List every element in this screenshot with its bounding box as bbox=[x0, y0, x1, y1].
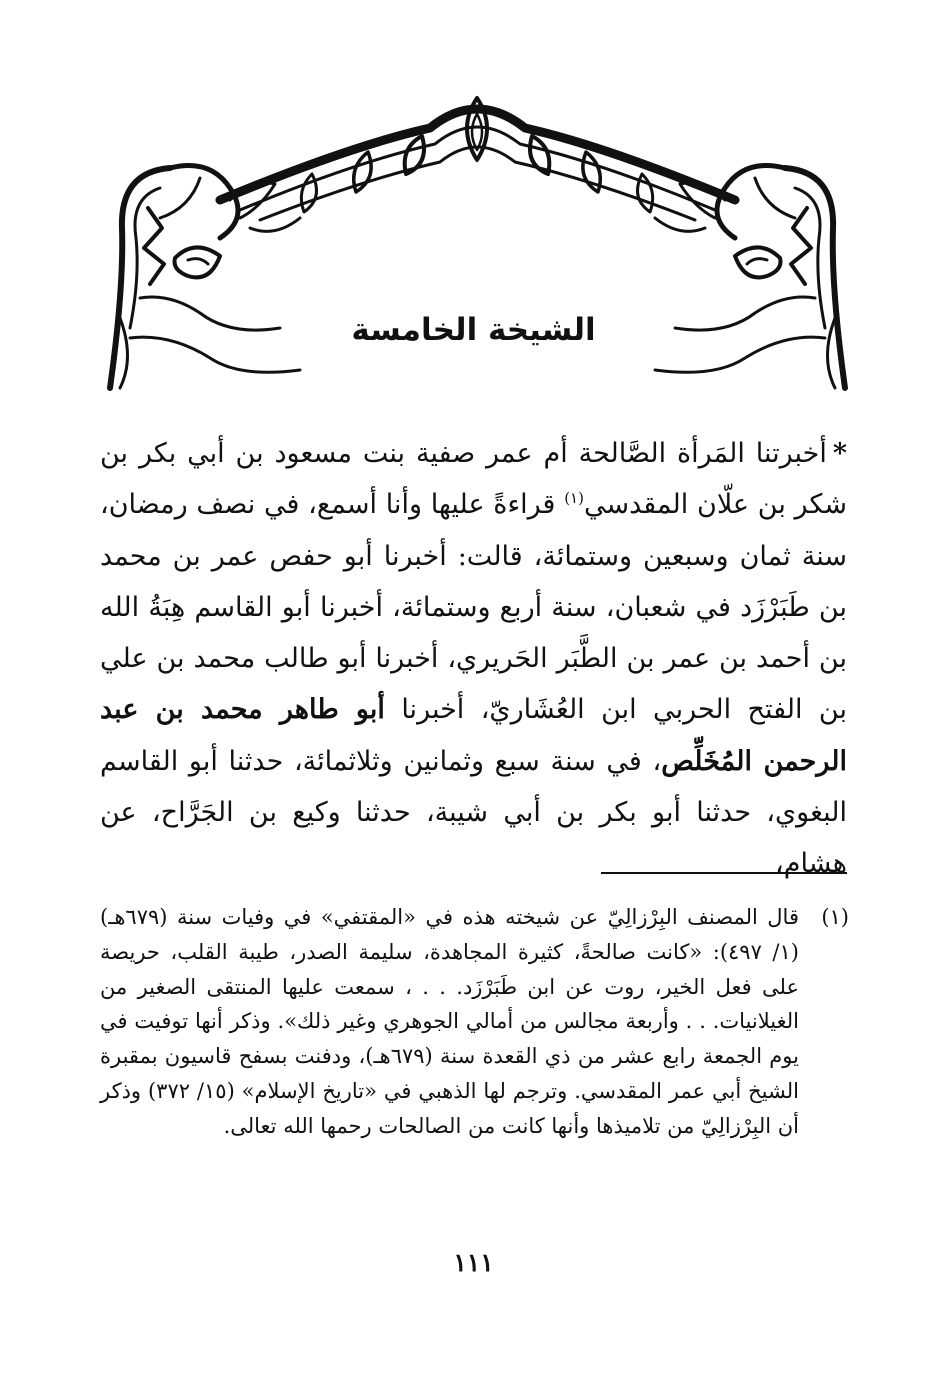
main-paragraph bbox=[100, 428, 847, 890]
text-segment: قراءةً عليها وأنا أسمع، في نصف رمضان، سنة ثمان وسبعين وستمائة، قالت: أخبرنا أبو حفص عمر بن محمد بن طَبَرْزَد في شعبان، سنة أربع وستمائة، أخبرنا أبو القاسم هِبَةُ الله بن أحمد بن عمر بن الطَّبَر الحَريري، أخبرنا أبو طالب محمد بن علي بن الفتح الحربي ابن العُشَاريّ، أخبرنا bbox=[100, 489, 847, 726]
footnote-reference: (١) bbox=[564, 489, 584, 508]
highlighted-narrator-name: أبو طاهر محمد بن عبد الرحمن المُخَلِّص bbox=[100, 694, 847, 777]
main-text-block bbox=[100, 428, 847, 890]
footnote bbox=[100, 900, 849, 1144]
page-number: ١١١ bbox=[453, 1248, 494, 1277]
text-segment: ، في سنة سبع وثمانين وثلاثمائة، حدثنا أبو القاسم البغوي، حدثنا أبو بكر بن أبي شيبة، حدثنا وكيع بن الجَرَّاح، عن هشام، bbox=[100, 745, 847, 880]
chapter-title: الشيخة الخامسة bbox=[351, 312, 596, 348]
footnote-separator-rule bbox=[601, 872, 847, 874]
footnote-number: (١) bbox=[821, 905, 849, 929]
footnote-text: قال المصنف البِرْزالِيّ عن شيخته هذه في «المقتفي» في وفيات سنة (٦٧٩هـ) (١/ ٤٩٧): «كانت صالحةً، كثيرة المجاهدة، سليمة الصدر، طيبة القلب، حريصة على فعل الخير، روت عن ابن طَبَرْزَد. . . ، سمعت عليها المنتقى الصغير من الغيلانيات. . . وأربعة مجالس من أمالي الجوهري وغير ذلك». وذكر أنها توفيت في يوم الجمعة رابع عشر من ذي القعدة سنة (٦٧٩هـ)، ودفنت بسفح قاسيون بمقبرة الشيخ أبي عمر المقدسي. وترجم لها الذهبي في «تاريخ الإسلام» (١٥/ ٣٧٢) وذكر أن البِرْزالِيّ من تلاميذها وأنها كانت من الصالحات رحمها الله تعالى. bbox=[100, 905, 799, 1138]
text-segment: أخبرتنا المَرأة الصَّالحة أم عمر صفية بنت مسعود بن أبي بكر بن شكر بن علّان المقدسي bbox=[100, 438, 847, 521]
arabesque-header-ornament bbox=[100, 88, 855, 403]
asterisk-marker: * bbox=[832, 438, 847, 469]
